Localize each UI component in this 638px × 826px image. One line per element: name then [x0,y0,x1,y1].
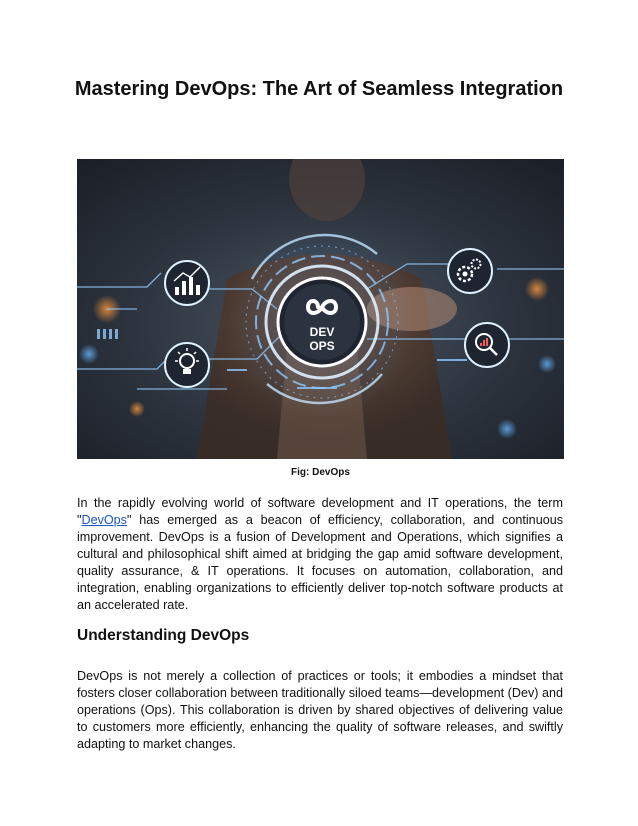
section-heading: Understanding DevOps [77,627,250,644]
gears-icon [448,249,492,293]
lightbulb-icon [165,343,209,387]
search-analytics-icon [465,323,509,367]
intro-paragraph [77,495,563,614]
badge-dev-text: DEV [309,325,335,339]
devops-link[interactable]: DevOps [81,513,127,527]
figure-caption: Fig: DevOps [291,467,350,478]
document-title: Mastering DevOps: The Art of Seamless Integration [74,78,564,100]
section-paragraph: DevOps is not merely a collection of practices or tools; it embodies a mindset that fosters closer collaboration between traditionally siloed teams—development (Dev) and operations (Ops). This collaboration is driven by shared objectives of delivering value to customers more efficiently, enhancing the quality of software releases, and swiftly adapting to market changes. [77,669,563,751]
chart-icon [165,261,209,305]
devops-illustration [77,159,564,459]
intro-text-start: In the rapidly evolving world of software development and IT operations, the term " [77,496,563,527]
intro-text-end: " has emerged as a beacon of efficiency, collaboration, and continuous improvement. DevOps is a fusion of Development and Operations, which signifies a cultural and philosophical shift aimed at bridging the gap amid software development, quality assurance, & IT operations. It focuses on automation, collaboration, and integration, enabling organizations to efficiently deliver top-notch software products at an accelerated rate. [77,513,563,612]
badge-ops-text: OPS [309,339,335,353]
